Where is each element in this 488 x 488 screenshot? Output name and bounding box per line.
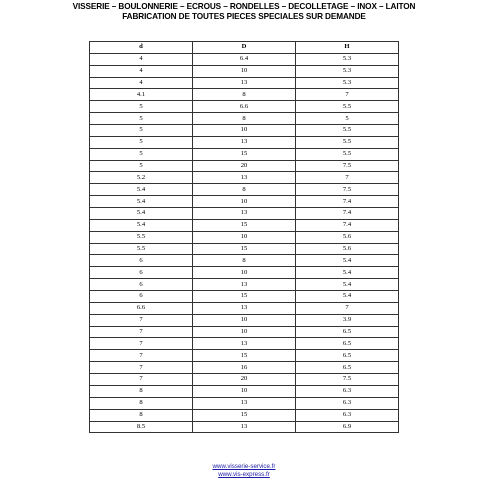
- table-row: [90, 279, 399, 291]
- cell-H: 7.5: [296, 160, 399, 172]
- cell-H: 7.4: [296, 219, 399, 231]
- dimensions-table: [89, 41, 399, 433]
- cell-H: 5.4: [296, 255, 399, 267]
- cell-d: 7: [90, 338, 193, 350]
- cell-D: 15: [193, 350, 296, 362]
- table-row: [90, 243, 399, 255]
- website-link-visserie-service[interactable]: www.visserie-service.fr: [212, 463, 276, 470]
- cell-d: 5: [90, 113, 193, 125]
- table-row: [90, 409, 399, 421]
- cell-d: 6: [90, 291, 193, 303]
- cell-D: 20: [193, 374, 296, 386]
- cell-H: 5.4: [296, 267, 399, 279]
- cell-D: 8: [193, 89, 296, 101]
- cell-H: 6.5: [296, 362, 399, 374]
- cell-d: 6: [90, 279, 193, 291]
- cell-H: 5.5: [296, 125, 399, 137]
- cell-D: 13: [193, 136, 296, 148]
- column-header-d: d: [90, 42, 193, 54]
- table-row: [90, 89, 399, 101]
- cell-d: 5.5: [90, 231, 193, 243]
- cell-H: 6.3: [296, 385, 399, 397]
- cell-D: 20: [193, 160, 296, 172]
- cell-D: 15: [193, 243, 296, 255]
- table-row: [90, 160, 399, 172]
- cell-d: 5.5: [90, 243, 193, 255]
- cell-D: 15: [193, 148, 296, 160]
- table-row: [90, 385, 399, 397]
- cell-d: 7: [90, 350, 193, 362]
- cell-D: 13: [193, 172, 296, 184]
- document-footer: [0, 463, 488, 479]
- cell-H: 5.5: [296, 136, 399, 148]
- cell-d: 6.6: [90, 302, 193, 314]
- cell-d: 5.2: [90, 172, 193, 184]
- cell-H: 7.5: [296, 184, 399, 196]
- table-row: [90, 291, 399, 303]
- cell-d: 5: [90, 136, 193, 148]
- cell-d: 5.4: [90, 184, 193, 196]
- cell-d: 5.4: [90, 219, 193, 231]
- table-row: [90, 374, 399, 386]
- table-row: [90, 125, 399, 137]
- table-row: [90, 101, 399, 113]
- cell-H: 6.3: [296, 397, 399, 409]
- cell-D: 13: [193, 77, 296, 89]
- cell-H: 6.5: [296, 338, 399, 350]
- table-row: [90, 113, 399, 125]
- cell-d: 7: [90, 374, 193, 386]
- cell-d: 7: [90, 314, 193, 326]
- cell-d: 5.4: [90, 196, 193, 208]
- cell-H: 7.4: [296, 208, 399, 220]
- cell-D: 13: [193, 208, 296, 220]
- cell-H: 5: [296, 113, 399, 125]
- cell-H: 5.3: [296, 65, 399, 77]
- table-row: [90, 302, 399, 314]
- website-link-vis-express[interactable]: www.vis-express.fr: [218, 471, 270, 478]
- table-row: [90, 350, 399, 362]
- column-header-H: H: [296, 42, 399, 54]
- cell-H: 6.9: [296, 421, 399, 433]
- table-row: [90, 267, 399, 279]
- document-header: [0, 2, 488, 22]
- table-row: [90, 314, 399, 326]
- table-row: [90, 196, 399, 208]
- cell-D: 16: [193, 362, 296, 374]
- table-row: [90, 338, 399, 350]
- cell-H: 6.3: [296, 409, 399, 421]
- table-row: [90, 231, 399, 243]
- cell-D: 10: [193, 125, 296, 137]
- cell-H: 7.5: [296, 374, 399, 386]
- cell-D: 13: [193, 338, 296, 350]
- cell-D: 13: [193, 421, 296, 433]
- cell-D: 10: [193, 267, 296, 279]
- cell-d: 5: [90, 160, 193, 172]
- table-row: [90, 421, 399, 433]
- cell-d: 8: [90, 397, 193, 409]
- cell-H: 5.6: [296, 243, 399, 255]
- cell-D: 10: [193, 326, 296, 338]
- cell-D: 13: [193, 279, 296, 291]
- cell-D: 10: [193, 65, 296, 77]
- cell-D: 6.4: [193, 53, 296, 65]
- header-title-line: VISSERIE – BOULONNERIE – ECROUS – RONDELLES – DECOLLETAGE – INOX – LAITON: [72, 2, 416, 11]
- table-header-row: [90, 42, 399, 54]
- cell-D: 15: [193, 291, 296, 303]
- cell-H: 7.4: [296, 196, 399, 208]
- cell-d: 8.5: [90, 421, 193, 433]
- cell-d: 8: [90, 385, 193, 397]
- cell-H: 5.6: [296, 231, 399, 243]
- cell-H: 5.5: [296, 148, 399, 160]
- cell-H: 5.3: [296, 77, 399, 89]
- table-row: [90, 397, 399, 409]
- cell-H: 3.9: [296, 314, 399, 326]
- cell-d: 6: [90, 255, 193, 267]
- cell-H: 6.5: [296, 326, 399, 338]
- table-body: [90, 53, 399, 433]
- cell-d: 5: [90, 101, 193, 113]
- cell-H: 7: [296, 302, 399, 314]
- table-row: [90, 208, 399, 220]
- cell-D: 10: [193, 314, 296, 326]
- cell-d: 7: [90, 362, 193, 374]
- cell-d: 7: [90, 326, 193, 338]
- cell-d: 8: [90, 409, 193, 421]
- cell-d: 4.1: [90, 89, 193, 101]
- cell-d: 5: [90, 148, 193, 160]
- cell-D: 15: [193, 219, 296, 231]
- cell-H: 5.5: [296, 101, 399, 113]
- cell-D: 13: [193, 302, 296, 314]
- table-row: [90, 255, 399, 267]
- cell-H: 7: [296, 172, 399, 184]
- cell-H: 5.4: [296, 291, 399, 303]
- cell-D: 8: [193, 255, 296, 267]
- table-row: [90, 77, 399, 89]
- cell-d: 4: [90, 77, 193, 89]
- table-row: [90, 148, 399, 160]
- table-row: [90, 53, 399, 65]
- cell-D: 15: [193, 409, 296, 421]
- table-row: [90, 136, 399, 148]
- cell-H: 7: [296, 89, 399, 101]
- table-row: [90, 172, 399, 184]
- table-row: [90, 326, 399, 338]
- cell-D: 8: [193, 113, 296, 125]
- table-row: [90, 184, 399, 196]
- cell-d: 5.4: [90, 208, 193, 220]
- cell-D: 10: [193, 385, 296, 397]
- cell-H: 6.5: [296, 350, 399, 362]
- column-header-D: D: [193, 42, 296, 54]
- cell-d: 4: [90, 53, 193, 65]
- cell-d: 4: [90, 65, 193, 77]
- cell-D: 13: [193, 397, 296, 409]
- cell-d: 5: [90, 125, 193, 137]
- cell-D: 10: [193, 231, 296, 243]
- cell-D: 6.6: [193, 101, 296, 113]
- cell-D: 10: [193, 196, 296, 208]
- cell-d: 6: [90, 267, 193, 279]
- table-row: [90, 65, 399, 77]
- table-row: [90, 219, 399, 231]
- cell-H: 5.3: [296, 53, 399, 65]
- table-row: [90, 362, 399, 374]
- cell-D: 8: [193, 184, 296, 196]
- cell-H: 5.4: [296, 279, 399, 291]
- header-subtitle-line: FABRICATION DE TOUTES PIECES SPECIALES SUR DEMANDE: [122, 12, 366, 21]
